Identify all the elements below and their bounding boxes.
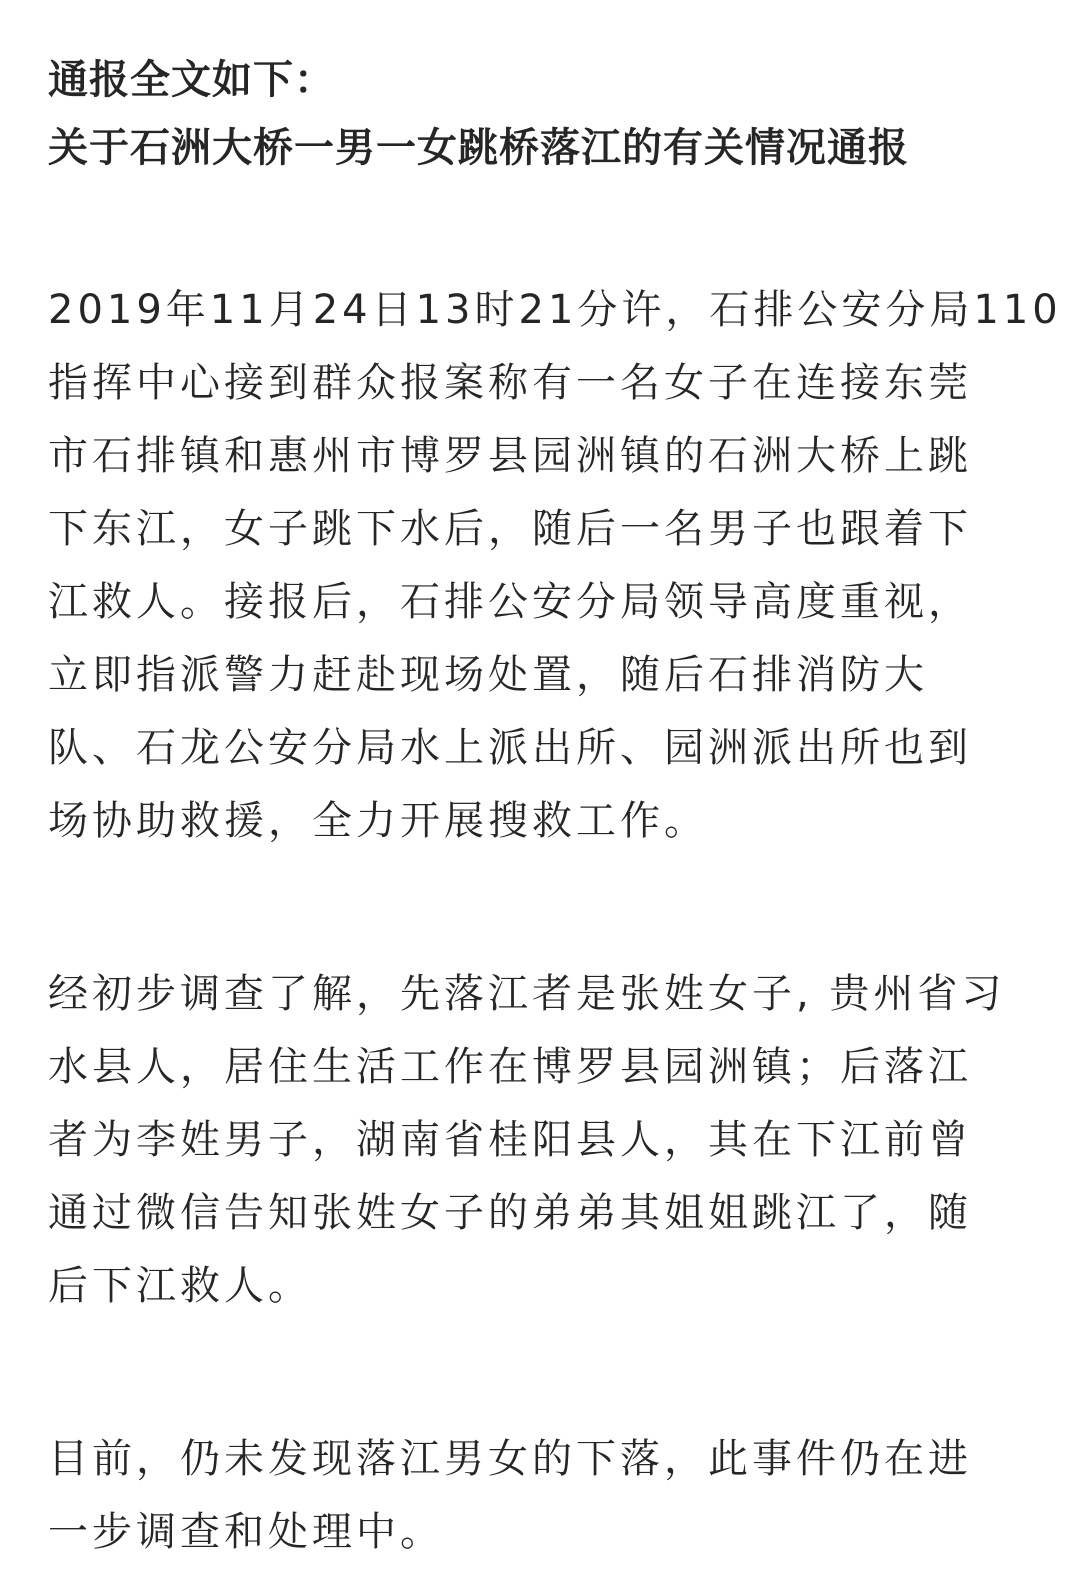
paragraph-incident: [48, 274, 1062, 858]
spacer: [48, 182, 1038, 274]
text-line: 水县人，居住生活工作在博罗县园洲镇；后落江: [48, 1044, 972, 1090]
spacer: [48, 858, 1038, 958]
paragraph-status: [48, 1423, 1038, 1569]
text-line: 者为李姓男子，湖南省桂阳县人，其在下江前曾: [48, 1117, 972, 1163]
spacer: [48, 1323, 1038, 1423]
text-line: 通过微信告知张姓女子的弟弟其姐姐跳江了，随: [48, 1190, 972, 1236]
text-line: 2019年11月24日13时21分许，石排公安分局110: [48, 287, 1062, 333]
paragraph-investigation: [48, 958, 1038, 1323]
text-line: 立即指派警力赶赴现场处置，随后石排消防大: [48, 652, 928, 698]
text-line: 后下江救人。: [48, 1263, 312, 1309]
text-line: 一步调查和处理中。: [48, 1509, 444, 1555]
text-line: 队、石龙公安分局水上派出所、园洲派出所也到: [48, 725, 972, 771]
text-line: 目前，仍未发现落江男女的下落，此事件仍在进: [48, 1436, 972, 1482]
text-line: 指挥中心接到群众报案称有一名女子在连接东莞: [48, 360, 972, 406]
notice-intro: 通报全文如下：: [48, 57, 335, 103]
text-line: 场协助救援，全力开展搜救工作。: [48, 798, 708, 844]
text-line: 下东江，女子跳下水后，随后一名男子也跟着下: [48, 506, 972, 552]
text-line: 市石排镇和惠州市博罗县园洲镇的石洲大桥上跳: [48, 433, 972, 479]
article: [48, 46, 1062, 1569]
notice-title: 关于石洲大桥一男一女跳桥落江的有关情况通报: [48, 125, 909, 171]
text-line: 经初步调查了解，先落江者是张姓女子, 贵州省习: [48, 971, 1006, 1017]
text-line: 江救人。接报后，石排公安分局领导高度重视，: [48, 579, 972, 625]
